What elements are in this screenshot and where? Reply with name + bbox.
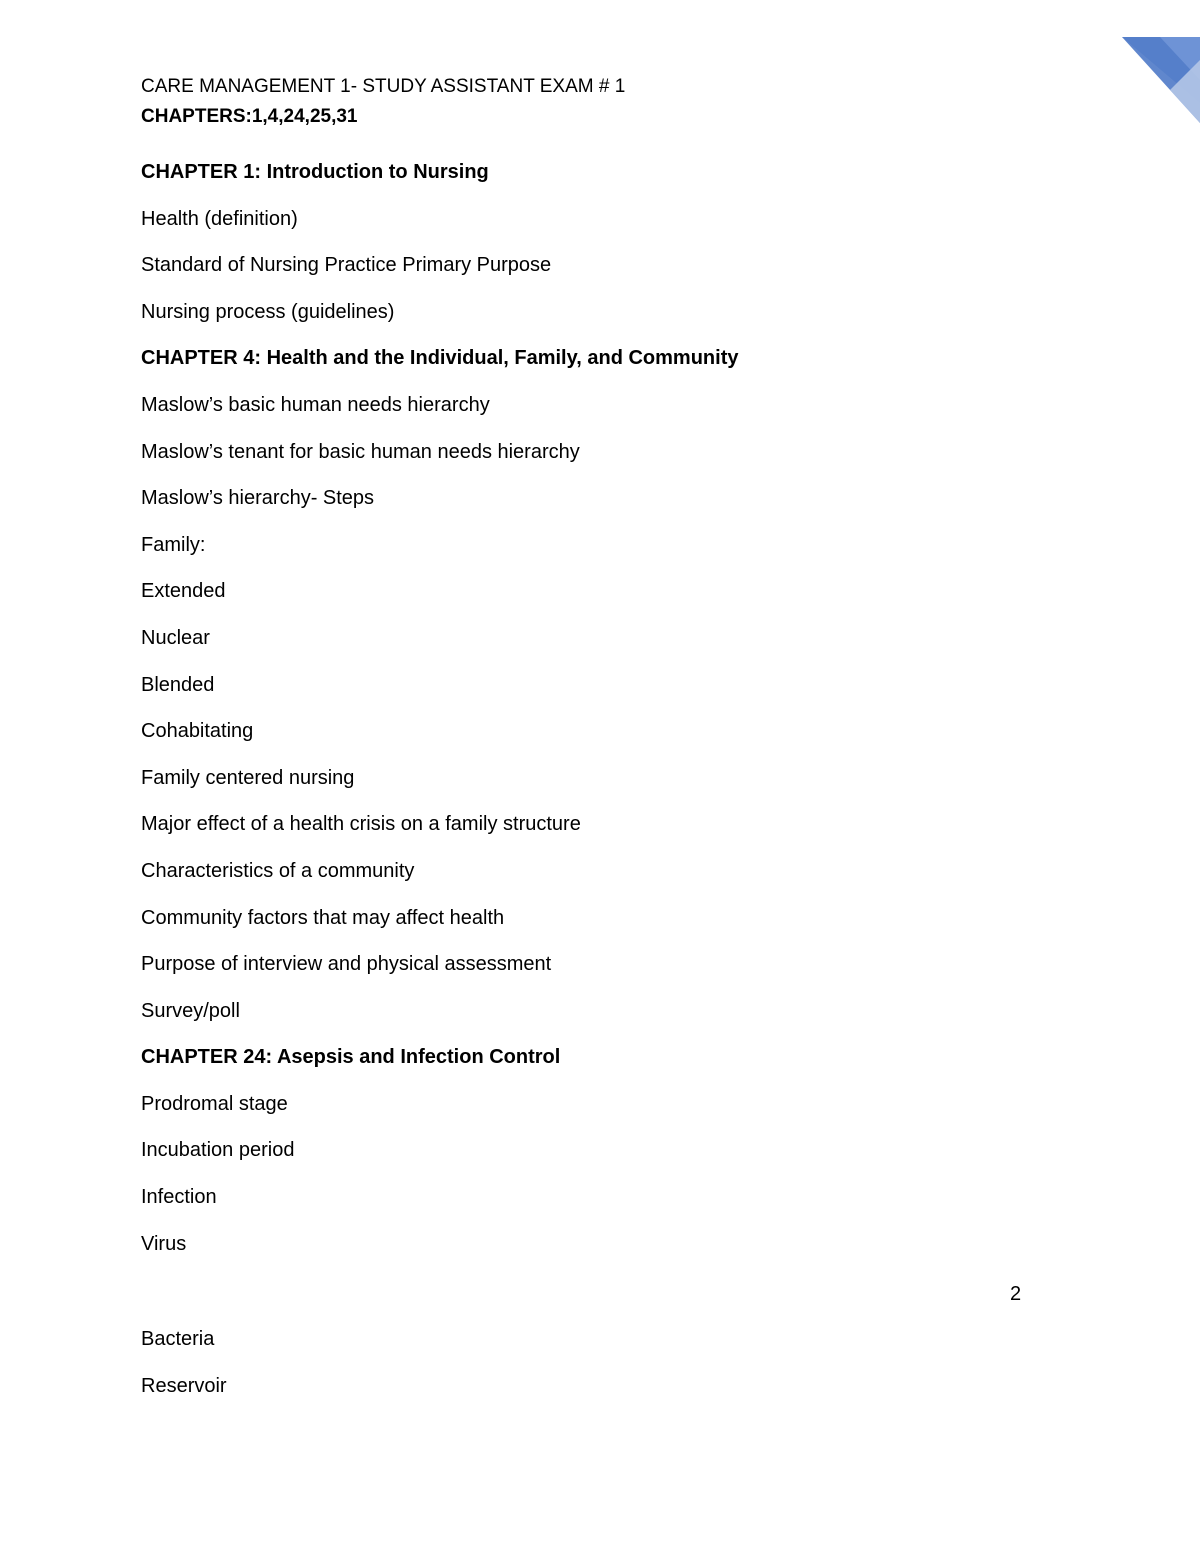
topic-item: Major effect of a health crisis on a family structure [141,813,581,836]
topic-item: Family: [141,533,206,556]
topic-item: Extended [141,580,226,603]
topic-item: Community factors that may affect health [141,906,505,929]
topic-item: Reservoir [141,1374,227,1397]
topic-item: Health (definition) [141,207,298,230]
topic-item: Virus [141,1232,187,1255]
corner-decoration [1060,0,1200,140]
chapters-list: CHAPTERS:1,4,24,25,31 [141,106,358,127]
topic-item: Maslow’s hierarchy- Steps [141,487,375,510]
topic-item: Standard of Nursing Practice Primary Purpose [141,254,552,277]
chapter-heading: CHAPTER 1: Introduction to Nursing [141,161,489,183]
document-title: CARE MANAGEMENT 1- STUDY ASSISTANT EXAM # 1 [141,76,626,97]
topic-item: Maslow’s basic human needs hierarchy [141,393,490,416]
chapter-heading: CHAPTER 4: Health and the Individual, Family, and Community [141,347,739,370]
topic-item: Infection [141,1186,217,1209]
topic-item: Incubation period [141,1139,295,1162]
topic-item: Purpose of interview and physical assessment [141,953,552,976]
topic-item: Blended [141,673,215,696]
page-number: 2 [1010,1283,1022,1305]
topic-item: Maslow’s tenant for basic human needs hierarchy [141,440,580,463]
topic-item: Bacteria [141,1328,215,1350]
topic-item: Nursing process (guidelines) [141,300,395,323]
topic-item: Nuclear [141,626,210,649]
chapter-heading: CHAPTER 24: Asepsis and Infection Control [141,1046,561,1069]
topic-item: Cohabitating [141,720,254,743]
topic-item: Survey/poll [141,999,240,1022]
outline-list-page-bottom [141,1320,227,1413]
outline-list-page-top [141,153,738,1271]
topic-item: Prodromal stage [141,1092,288,1115]
document-header [141,72,625,132]
topic-item: Family centered nursing [141,766,355,789]
topic-item: Characteristics of a community [141,859,415,882]
